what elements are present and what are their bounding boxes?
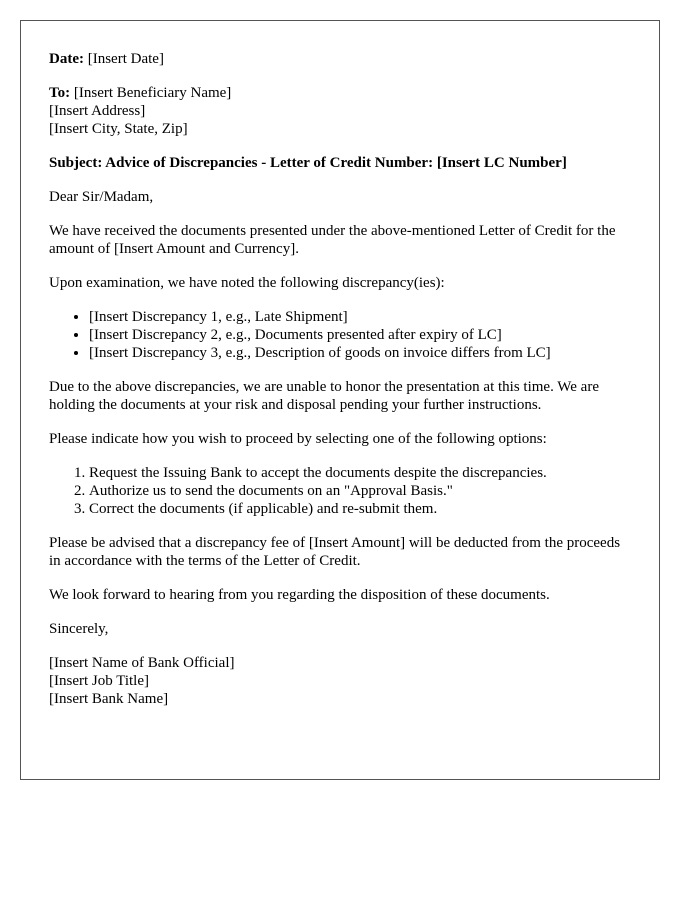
paragraph-received: We have received the documents presented under the above-mentioned Letter of Credit for the amount of [Insert Amount and Currency]. xyxy=(49,223,616,257)
letter-container xyxy=(20,20,660,780)
recipient-block xyxy=(49,84,631,138)
signature-name: [Insert Name of Bank Official] xyxy=(49,655,235,671)
option-item-1: 1. Request the Issuing Bank to accept the documents despite the discrepancies. xyxy=(89,464,631,482)
closing: Sincerely, xyxy=(49,621,109,637)
salutation: Dear Sir/Madam, xyxy=(49,189,154,205)
paragraph-examination: Upon examination, we have noted the following discrepancy(ies): xyxy=(49,275,445,291)
option-item-3: 3. Correct the documents (if applicable) and re-submit them. xyxy=(89,500,631,518)
date-value: [Insert Date] xyxy=(87,51,164,67)
subject-line xyxy=(49,154,631,172)
date-label: Date: xyxy=(49,51,84,67)
recipient-name: [Insert Beneficiary Name] xyxy=(73,85,232,101)
signature-block xyxy=(49,654,631,708)
paragraph-fee: Please be advised that a discrepancy fee of [Insert Amount] will be deducted from the proceeds in accordance with the terms of the Letter of Credit. xyxy=(49,535,621,569)
to-label: To: xyxy=(49,85,71,101)
subject-text: Subject: Advice of Discrepancies - Letter of Credit Number: [Insert LC Number] xyxy=(49,155,567,171)
options-list xyxy=(49,464,631,518)
signature-bank: [Insert Bank Name] xyxy=(49,691,169,707)
recipient-address: [Insert Address] xyxy=(49,103,146,119)
discrepancy-list xyxy=(49,308,631,362)
paragraph-unable-to-honor: Due to the above discrepancies, we are unable to honor the presentation at this time. We are holding the documents at your risk and disposal pending your further instructions. xyxy=(49,379,599,413)
date-line xyxy=(49,50,631,68)
recipient-name-line xyxy=(49,84,631,102)
paragraph-look-forward: We look forward to hearing from you regarding the disposition of these documents. xyxy=(49,587,550,603)
discrepancy-item-1: • [Insert Discrepancy 1, e.g., Late Shipment] xyxy=(89,308,631,326)
signature-title: [Insert Job Title] xyxy=(49,673,150,689)
discrepancy-item-3: • [Insert Discrepancy 3, e.g., Description of goods on invoice differs from LC] xyxy=(89,344,631,362)
option-item-2: 2. Authorize us to send the documents on an "Approval Basis." xyxy=(89,482,631,500)
recipient-city-state-zip: [Insert City, State, Zip] xyxy=(49,121,188,137)
discrepancy-item-2: • [Insert Discrepancy 2, e.g., Documents presented after expiry of LC] xyxy=(89,326,631,344)
paragraph-indicate-options: Please indicate how you wish to proceed by selecting one of the following options: xyxy=(49,431,547,447)
